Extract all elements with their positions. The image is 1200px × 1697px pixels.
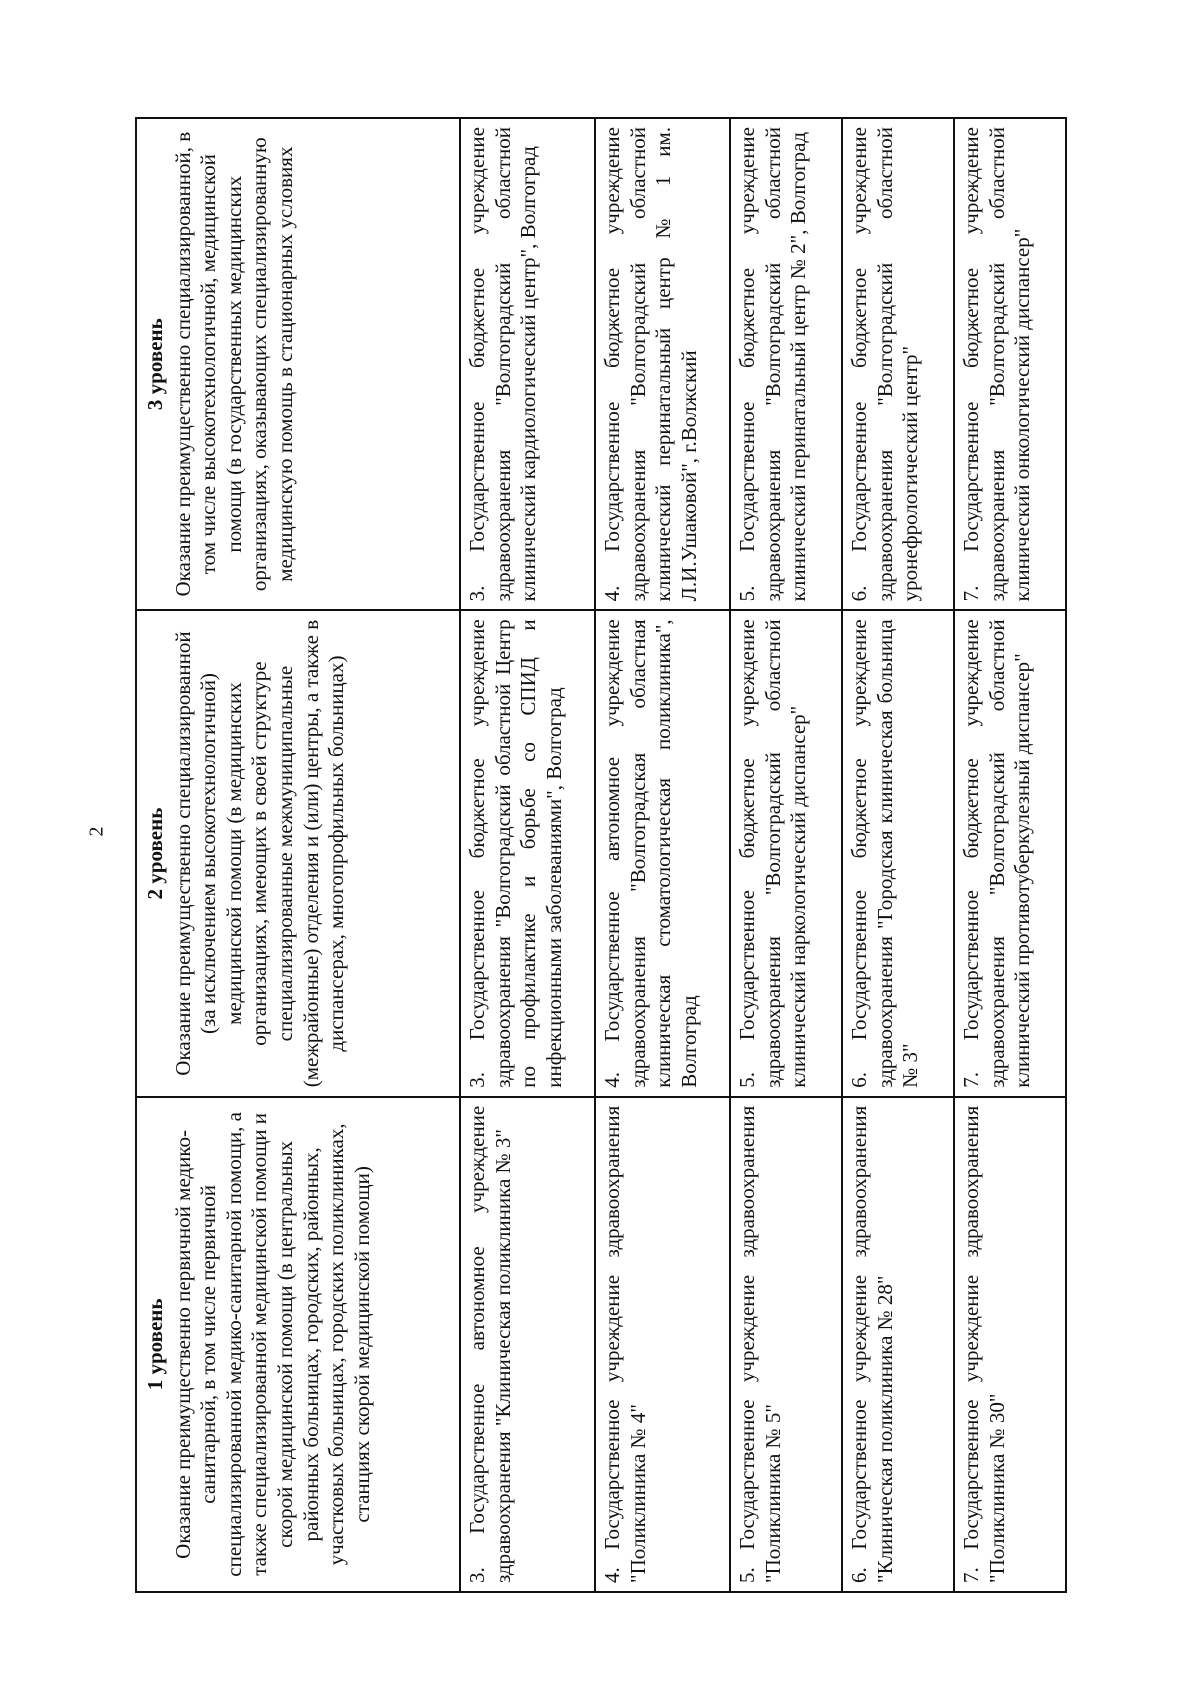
table-cell: 5. Государственное бюджетное учреждение здравоохранения "Волгоградский областной клинический перинатальный центр № 2", Волгоград [730,118,842,610]
rotated-document [135,117,1065,1593]
table-cell: 3. Государственное бюджетное учреждение здравоохранения "Волгоградский областной клинический кардиологический центр", Волгоград [460,118,595,610]
table-header-row [136,118,460,1592]
table-row [954,118,1066,1592]
table-row [730,118,842,1592]
table-cell: 4. Государственное бюджетное учреждение здравоохранения "Волгоградский областной клинический перинатальный центр № 1 им. Л.И.Ушаковой", г.Волжский [595,118,730,610]
table-row [460,118,595,1592]
table-cell: 5. Государственное учреждение здравоохранения "Поликлиника № 5" [730,1097,842,1592]
table-cell: 4. Государственное автономное учреждение здравоохранения "Волгоградская областная клиническая стоматологическая поликлиника", Волгоград [595,610,730,1096]
table-cell: 6. Государственное учреждение здравоохранения "Клиническая поликлиника № 28" [842,1097,954,1592]
table-cell: 6. Государственное бюджетное учреждение здравоохранения "Городская клиническая больница № 3" [842,610,954,1096]
table-cell: 7. Государственное бюджетное учреждение здравоохранения "Волгоградский областной клинический онкологический диспансер" [954,118,1066,610]
header-level-description: Оказание преимущественно первичной медико-санитарной, в том числе первичной специализированной медико-санитарной помощи, а также специализированной медицинской помощи и скорой медицинской помощи (в центральных районных больницах, городских, районных, участковых больницах, городских поликлиниках, станциях скорой медицинской помощи) [170,1112,374,1577]
header-level-description: Оказание преимущественно специализированной (за исключением высокотехнологичной) медицинской помощи (в медицинских организациях, имеющих в своей структуре специализированные межмуниципальные (межрайонные) отделения и (или) центры, а также в диспансерах, многопрофильных больницах) [170,619,349,1088]
header-cell-level-1 [136,1097,460,1592]
table-cell: 7. Государственное учреждение здравоохранения "Поликлиника № 30" [954,1097,1066,1592]
header-level-title: 1 уровень [143,1298,167,1391]
header-level-description: Оказание преимущественно специализированной, в том числе высокотехнологичной, медицинской помощи (в государственных медицинских организациях, оказывающих специализированную медицинскую помощь в стационарных условиях [170,131,298,597]
table-cell: 7. Государственное бюджетное учреждение здравоохранения "Волгоградский областной клинический противотуберкулезный диспансер" [954,610,1066,1096]
header-level-title: 2 уровень [143,807,167,900]
header-cell-level-2 [136,610,460,1096]
table-cell: 5. Государственное бюджетное учреждение здравоохранения "Волгоградский областной клинический наркологический диспансер" [730,610,842,1096]
table-row [595,118,730,1592]
care-levels-table [135,117,1067,1593]
table-cell: 3. Государственное бюджетное учреждение здравоохранения "Волгоградский областной Центр по профилактике и борьбе со СПИД и инфекционными заболеваниями", Волгоград [460,610,595,1096]
table-cell: 3. Государственное автономное учреждение здравоохранения "Клиническая поликлиника № 3" [460,1097,595,1592]
table-cell: 6. Государственное бюджетное учреждение здравоохранения "Волгоградский областной уронефрологический центр" [842,118,954,610]
page-number: 2 [85,826,108,837]
header-level-title: 3 уровень [143,318,167,411]
header-cell-level-3 [136,118,460,610]
table-row [842,118,954,1592]
table-cell: 4. Государственное учреждение здравоохранения "Поликлиника № 4" [595,1097,730,1592]
